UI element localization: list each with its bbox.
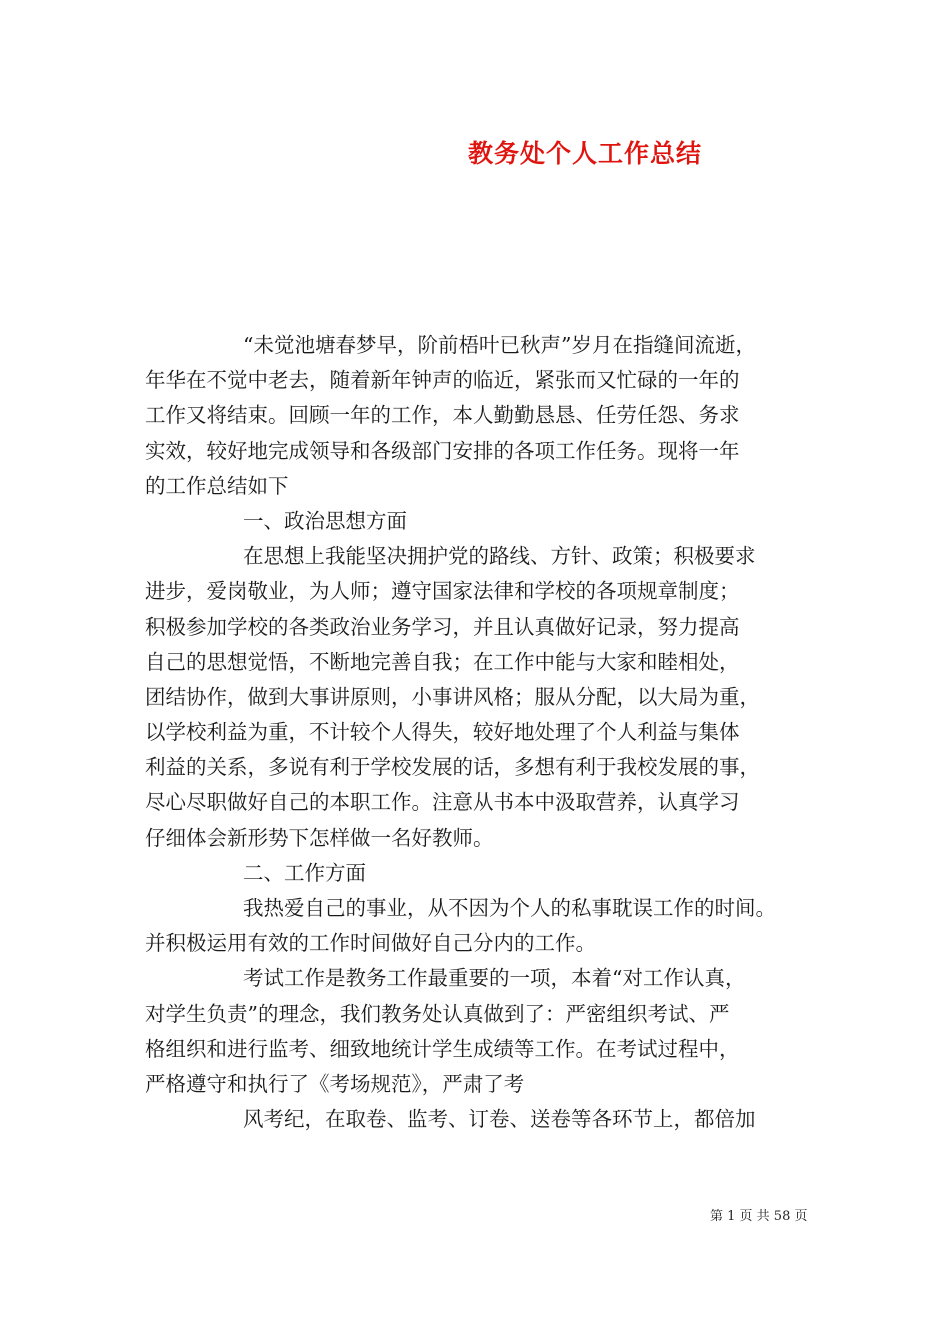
body-line: 严格遵守和执行了《考场规范》，严肃了考 (145, 1071, 525, 1096)
body-line: “未觉池塘春梦早，阶前梧叶已秋声”岁月在指缝间流逝， (243, 333, 756, 357)
body-line: 积极参加学校的各类政治业务学习，并且认真做好记录，努力提高 (145, 614, 740, 639)
body-line: 格组织和进行监考、细致地统计学生成绩等工作。在考试过程中， (145, 1036, 740, 1061)
document-title: 教务处个人工作总结 (468, 139, 703, 168)
body-line: 对学生负责”的理念，我们教务处认真做到了：严密组织考试、严 (145, 1001, 730, 1026)
body-line: 以学校利益为重，不计较个人得失，较好地处理了个人利益与集体 (145, 720, 740, 745)
body-line: 工作又将结束。回顾一年的工作，本人勤勤恳恳、任劳任怨、务求 (145, 403, 740, 428)
body-line: 的工作总结如下 (145, 473, 289, 498)
document-body (145, 328, 835, 1137)
body-line: 风考纪，在取卷、监考、订卷、送卷等各环节上，都倍加 (243, 1107, 756, 1132)
body-line: 二、工作方面 (243, 860, 366, 885)
body-line: 进步，爱岗敬业，为人师；遵守国家法律和学校的各项规章制度； (145, 579, 740, 604)
body-line: 团结协作，做到大事讲原则，小事讲风格；服从分配，以大局为重， (145, 684, 760, 709)
body-line: 我热爱自己的事业，从不因为个人的私事耽误工作的时间。 (243, 896, 776, 920)
body-line: 仔细体会新形势下怎样做一名好教师。 (145, 825, 494, 850)
body-line: 并积极运用有效的工作时间做好自己分内的工作。 (145, 931, 596, 956)
body-line: 利益的关系，多说有利于学校发展的话，多想有利于我校发展的事， (145, 755, 760, 780)
body-line: 在思想上我能坚决拥护党的路线、方针、政策；积极要求 (243, 544, 756, 569)
body-line: 尽心尽职做好自己的本职工作。注意从书本中汲取营养，认真学习 (145, 790, 740, 815)
body-line: 实效，较好地完成领导和各级部门安排的各项工作任务。现将一年 (145, 438, 740, 463)
body-line: 年华在不觉中老去，随着新年钟声的临近，紧张而又忙碌的一年的 (145, 368, 740, 393)
body-line: 自己的思想觉悟，不断地完善自我；在工作中能与大家和睦相处， (145, 649, 740, 674)
body-line: 一、政治思想方面 (243, 508, 407, 533)
page-footer: 第 1 页 共 58 页 (710, 1209, 808, 1224)
body-line: 考试工作是教务工作最重要的一项，本着“对工作认真， (243, 966, 746, 991)
